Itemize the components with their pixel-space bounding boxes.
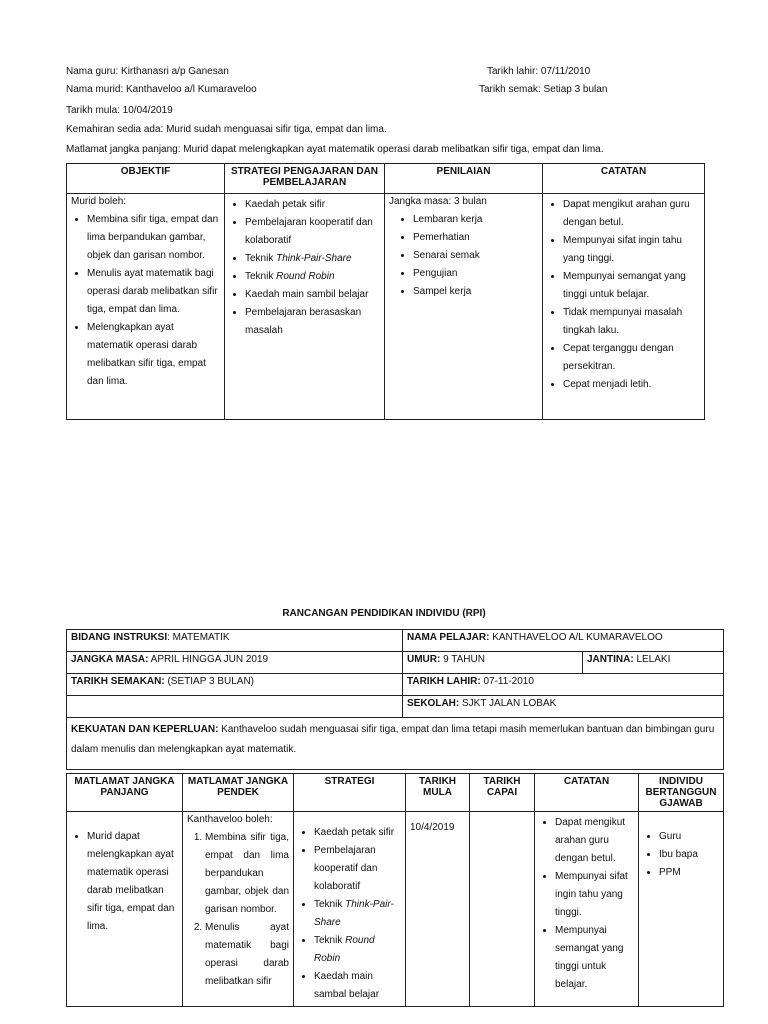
header-catatan: CATATAN [543,164,705,194]
list-item: • Pemerhatian [413,229,538,247]
list-item: 2. Menulis ayat matematik bagi operasi darab melibatkan sifir [205,919,289,991]
list-item: • Kaedah petak sifir [314,824,401,842]
header-tarikh-mula: TARIKH MULA [406,774,470,812]
kemahiran-sedia-ada: Kemahiran sedia ada: Murid sudah menguasai sifir tiga, empat dan lima. [66,124,387,135]
list-item [245,268,380,286]
list-item: • Dapat mengikut arahan guru dengan betul. [563,196,700,232]
jangka-masa-cell [67,652,403,674]
teknik-prefix: Teknik [314,935,346,946]
header-strategi: STRATEGI PENGAJARAN DAN PEMBELAJARAN [225,164,385,194]
list-item: • Cepat terganggu dengan persekitran. [563,340,700,376]
header-individu: INDIVIDU BERTANGGUN GJAWAB [639,774,724,812]
penilaian-intro: Jangka masa: 3 bulan [389,196,487,207]
umur-cell [403,652,583,674]
teknik-name: Think-Pair-Share [276,253,352,264]
list-item: • Kaedah petak sifir [245,196,380,214]
jantina-label: JANTINA: [587,654,634,665]
jantina-cell [583,652,724,674]
header-objektif: OBJEKTIF [67,164,225,194]
jangka-pendek-cell [183,812,294,1007]
teknik-name: Round Robin [314,935,375,964]
teknik-prefix: Teknik [314,899,346,910]
rpi-info-table [66,629,724,770]
strategi-cell [294,812,406,1007]
bidang-cell [67,630,403,652]
header-jangka-panjang: MATLAMAT JANGKA PANJANG [67,774,183,812]
tarikh-lahir: Tarikh lahir: 07/11/2010 [487,66,591,77]
penilaian-cell [385,194,543,420]
sekolah-label: SEKOLAH: [407,698,460,709]
semakan-label: TARIKH SEMAKAN: [71,676,165,687]
kekuatan-value: Kanthaveloo sudah menguasai sifir tiga, empat dan lima tetapi masih memerlukan bantuan dan bimbingan guru dalam menulis dan melengkapkan ayat matematik. [71,724,715,755]
catatan-cell [535,812,639,1007]
teknik-prefix: Teknik [245,253,277,264]
strategi-cell [225,194,385,420]
tarikh-semak: Tarikh semak: Setiap 3 bulan [479,84,608,95]
list-item: • Membina sifir tiga, empat dan lima berpandukan gambar, objek dan garisan nombor. [87,211,220,265]
header-jangka-pendek: MATLAMAT JANGKA PENDEK [183,774,294,812]
semakan-cell [67,674,403,696]
list-item: • Dapat mengikut arahan guru dengan betul. [555,814,634,868]
list-item: • Mempunyai semangat yang tinggi untuk belajar. [563,268,700,304]
rpi-title: RANCANGAN PENDIDIKAN INDIVIDU (RPI) [282,608,486,619]
list-item [314,896,401,932]
list-item: • Senarai semak [413,247,538,265]
tarikh-capai-cell [470,812,535,1007]
header-strategi: STRATEGI [294,774,406,812]
header-penilaian: PENILAIAN [385,164,543,194]
list-item: • Pembelajaran kooperatif dan kolaboratif [245,214,380,250]
header-tarikh-capai: TARIKH CAPAI [470,774,535,812]
nama-label: NAMA PELAJAR: [407,632,490,643]
list-item: • Tidak mempunyai masalah tingkah laku. [563,304,700,340]
objektif-intro: Murid boleh: [71,196,127,207]
list-item: 1. Membina sifir tiga, empat dan lima berpandukan gambar, objek dan garisan nombor. [205,829,289,919]
bidang-label: BIDANG INSTRUKSI [71,632,168,643]
tarikh-mula: Tarikh mula: 10/04/2019 [66,105,173,116]
list-item: • Mempunyai sifat ingin tahu yang tinggi. [563,232,700,268]
list-item: • Mempunyai semangat yang tinggi untuk belajar. [555,922,634,994]
list-item: • Guru [659,828,719,846]
catatan-cell [543,194,705,420]
nama-pelajar-cell [403,630,724,652]
list-item: • Kaedah main sambal belajar [314,968,401,1004]
list-item [245,250,380,268]
list-item: • Pengujian [413,265,538,283]
nama-murid: Nama murid: Kanthaveloo a/l Kumaraveloo [66,84,257,95]
kekuatan-cell [67,718,724,770]
jangka-label: JANGKA MASA: [71,654,149,665]
tarikh-mula-value: 10/4/2019 [410,822,455,833]
nama-guru: Nama guru: Kirthanasri a/p Ganesan [66,66,229,77]
list-item: • Murid dapat melengkapkan ayat matematik operasi darab melibatkan sifir tiga, empat dan lima. [87,828,178,936]
tarikh-mula-cell [406,812,470,1007]
tarikh-lahir-cell [403,674,724,696]
individu-cell [639,812,724,1007]
list-item: • Sampel kerja [413,283,538,301]
pendek-intro: Kanthaveloo boleh: [187,814,273,825]
nama-value: KANTHAVELOO A/L KUMARAVELOO [489,632,663,643]
list-item: • Menulis ayat matematik bagi operasi darab melibatkan sifir tiga, empat dan lima. [87,265,220,319]
list-item: • Pembelajaran kooperatif dan kolaboratif [314,842,401,896]
list-item [314,932,401,968]
matlamat-jangka-panjang: Matlamat jangka panjang: Murid dapat melengkapkan ayat matematik operasi darab melibatkan sifir tiga, empat dan lima. [66,144,604,155]
list-item: • Pembelajaran berasaskan masalah [245,304,380,340]
list-item: • Lembaran kerja [413,211,538,229]
umur-label: UMUR: [407,654,441,665]
kekuatan-label: KEKUATAN DAN KEPERLUAN: [71,724,219,735]
list-item: • Melengkapkan ayat matematik operasi darab melibatkan sifir tiga, empat dan lima. [87,319,220,391]
objektif-cell [67,194,225,420]
semakan-value: (SETIAP 3 BULAN) [164,676,254,687]
sekolah-value: SJKT JALAN LOBAK [459,698,557,709]
list-item: • Mempunyai sifat ingin tahu yang tinggi. [555,868,634,922]
list-item: • Kaedah main sambil belajar [245,286,380,304]
matlamat-table [66,773,724,1007]
teknik-name: Think-Pair-Share [314,899,394,928]
objektif-table [66,163,705,420]
teknik-prefix: Teknik [245,271,277,282]
empty-cell [67,696,403,718]
jangka-panjang-cell [67,812,183,1007]
teknik-name: Round Robin [276,271,335,282]
jantina-value: LELAKI [633,654,671,665]
sekolah-cell [403,696,724,718]
list-item: • Ibu bapa [659,846,719,864]
lahir-label: TARIKH LAHIR: [407,676,481,687]
jangka-value: APRIL HINGGA JUN 2019 [148,654,269,665]
umur-value: 9 TAHUN [440,654,485,665]
bidang-value: : MATEMATIK [167,632,230,643]
lahir-value: 07-11-2010 [480,676,534,687]
list-item: • Cepat menjadi letih. [563,376,700,394]
header-catatan: CATATAN [535,774,639,812]
list-item: • PPM [659,864,719,882]
